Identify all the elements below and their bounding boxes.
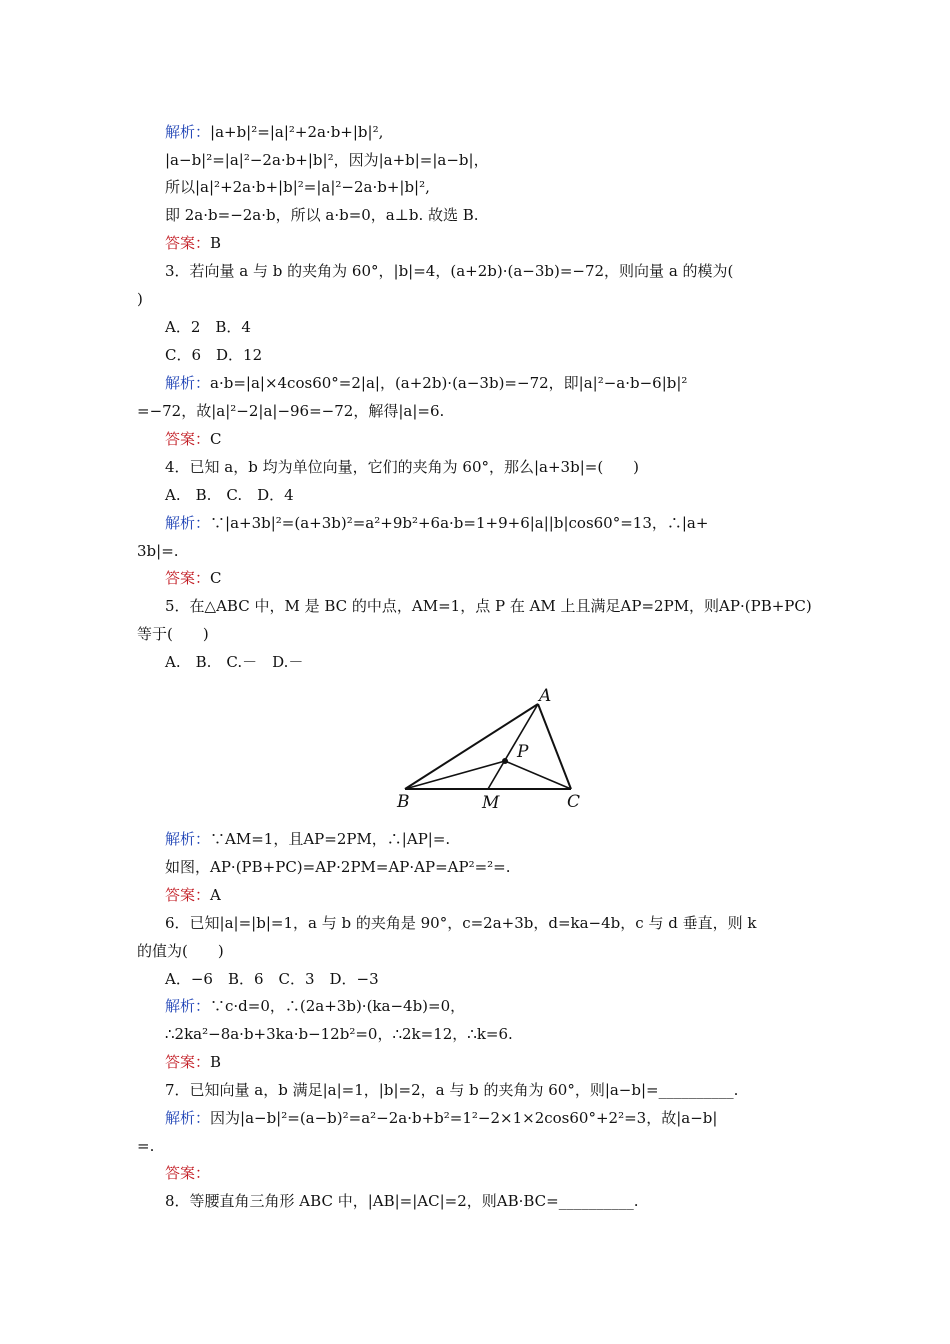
answer-label: 答案： [165,234,211,252]
q3-options-1: A．2 B．4 [165,318,251,336]
answer-label: 答案： [165,430,211,448]
q5-jiexi-line [165,829,450,849]
q4-jiexi-text: ∵|a+3b|²=(a+3b)²=a²+9b²+6a·b=1+9+6|a||b|cos60°=13，∴|a+ [210,514,709,532]
q5-options: A. B. C.－ D.－ [165,653,304,671]
q4-jiexi-cont: 3b|=. [137,542,179,560]
q7-jiexi-text: 因为|a−b|²=(a−b)²=a²−2a·b+b²=1²−2×1×2cos60°+2²=3，故|a−b| [210,1109,718,1127]
q7-jiexi-line [165,1108,717,1128]
q6-stem-cont: 的值为( ) [137,942,224,960]
median-am [488,704,538,789]
q5-stem: 5．在△ABC 中，M 是 BC 的中点，AM=1，点 P 在 AM 上且满足AP=2PM，则AP·(PB+PC) [165,597,812,615]
q2-text-line-2: |a−b|²=|a|²−2a·b+|b|²，因为|a+b|=|a−b|， [165,151,489,169]
answer-label: 答案： [165,569,211,587]
answer-label: 答案： [165,886,211,904]
jiexi-label: 解析： [165,997,211,1015]
jiexi-label: 解析： [165,1109,211,1127]
q2-jiexi-line [165,122,383,142]
q3-jiexi-line [165,373,687,393]
q5-stem-cont: 等于( ) [137,625,209,643]
q2-answer: B [210,234,222,252]
q6-stem: 6．已知|a|=|b|=1，a 与 b 的夹角是 90°，c=2a+3b，d=ka−4b，c 与 d 垂直，则 k [165,914,757,932]
q5-answer: A [210,886,221,904]
q6-options: A．−6 B．6 C．3 D．−3 [165,970,379,988]
q2-text-line-4: 即 2a·b=−2a·b，所以 a·b=0，a⊥b. 故选 B. [165,206,479,224]
q6-jiexi-text: ∵c·d=0，∴(2a+3b)·(ka−4b)=0， [210,997,466,1015]
label-b: B [397,792,410,812]
q6-answer-line [165,1052,221,1072]
q7-stem: 7．已知向量 a，b 满足|a|=1，|b|=2，a 与 b 的夹角为 60°，则|a−b|=__________. [165,1081,739,1099]
q3-answer-line [165,429,222,449]
triangle-figure [395,683,590,813]
point-p [502,758,508,764]
q3-options-2: C．6 D．12 [165,346,263,364]
q2-text-line-3: 所以|a|²+2a·b+|b|²=|a|²−2a·b+|b|², [165,178,430,196]
q4-options: A. B. C. D．4 [165,486,294,504]
q4-answer: C [210,569,222,587]
label-m: M [482,793,500,813]
q4-stem: 4．已知 a，b 均为单位向量，它们的夹角为 60°，那么|a+3b|=( ) [165,458,640,476]
q4-jiexi-line [165,513,708,533]
q7-jiexi-cont: =. [137,1137,155,1155]
q8-stem: 8．等腰直角三角形 ABC 中，|AB|=|AC|=2，则AB·BC=__________. [165,1192,639,1210]
label-a: A [539,686,552,706]
label-p: P [517,742,529,762]
answer-label: 答案： [165,1164,211,1182]
q6-jiexi-line [165,996,465,1016]
q2-answer-line [165,233,221,253]
label-c: C [567,792,581,812]
jiexi-label: 解析： [165,830,211,848]
q7-answer-line [165,1163,210,1183]
q3-stem: 3．若向量 a 与 b 的夹角为 60°，|b|=4，(a+2b)·(a−3b)=−72，则向量 a 的模为( [165,262,734,280]
q6-jiexi-cont: ∴2ka²−8a·b+3ka·b−12b²=0，∴2k=12，∴k=6. [165,1025,513,1043]
jiexi-label: 解析： [165,123,211,141]
q4-answer-line [165,568,222,588]
q3-jiexi-text: a·b=|a|×4cos60°=2|a|，(a+2b)·(a−3b)=−72，即|a|²−a·b−6|b|² [210,374,688,392]
q2-jiexi-text: |a+b|²=|a|²+2a·b+|b|², [210,123,384,141]
q5-jiexi-text: ∵AM=1，且AP=2PM，∴|AP|=. [210,830,451,848]
answer-label: 答案： [165,1053,211,1071]
q5-jiexi-cont: 如图，AP·(PB+PC)=AP·2PM=AP·AP=AP²=²=. [165,858,511,876]
jiexi-label: 解析： [165,374,211,392]
q3-answer: C [210,430,222,448]
q3-jiexi-cont: =−72，故|a|²−2|a|−96=−72，解得|a|=6. [137,402,445,420]
jiexi-label: 解析： [165,514,211,532]
q3-stem-cont: ) [137,290,143,308]
q6-answer: B [210,1053,222,1071]
q5-answer-line [165,885,221,905]
